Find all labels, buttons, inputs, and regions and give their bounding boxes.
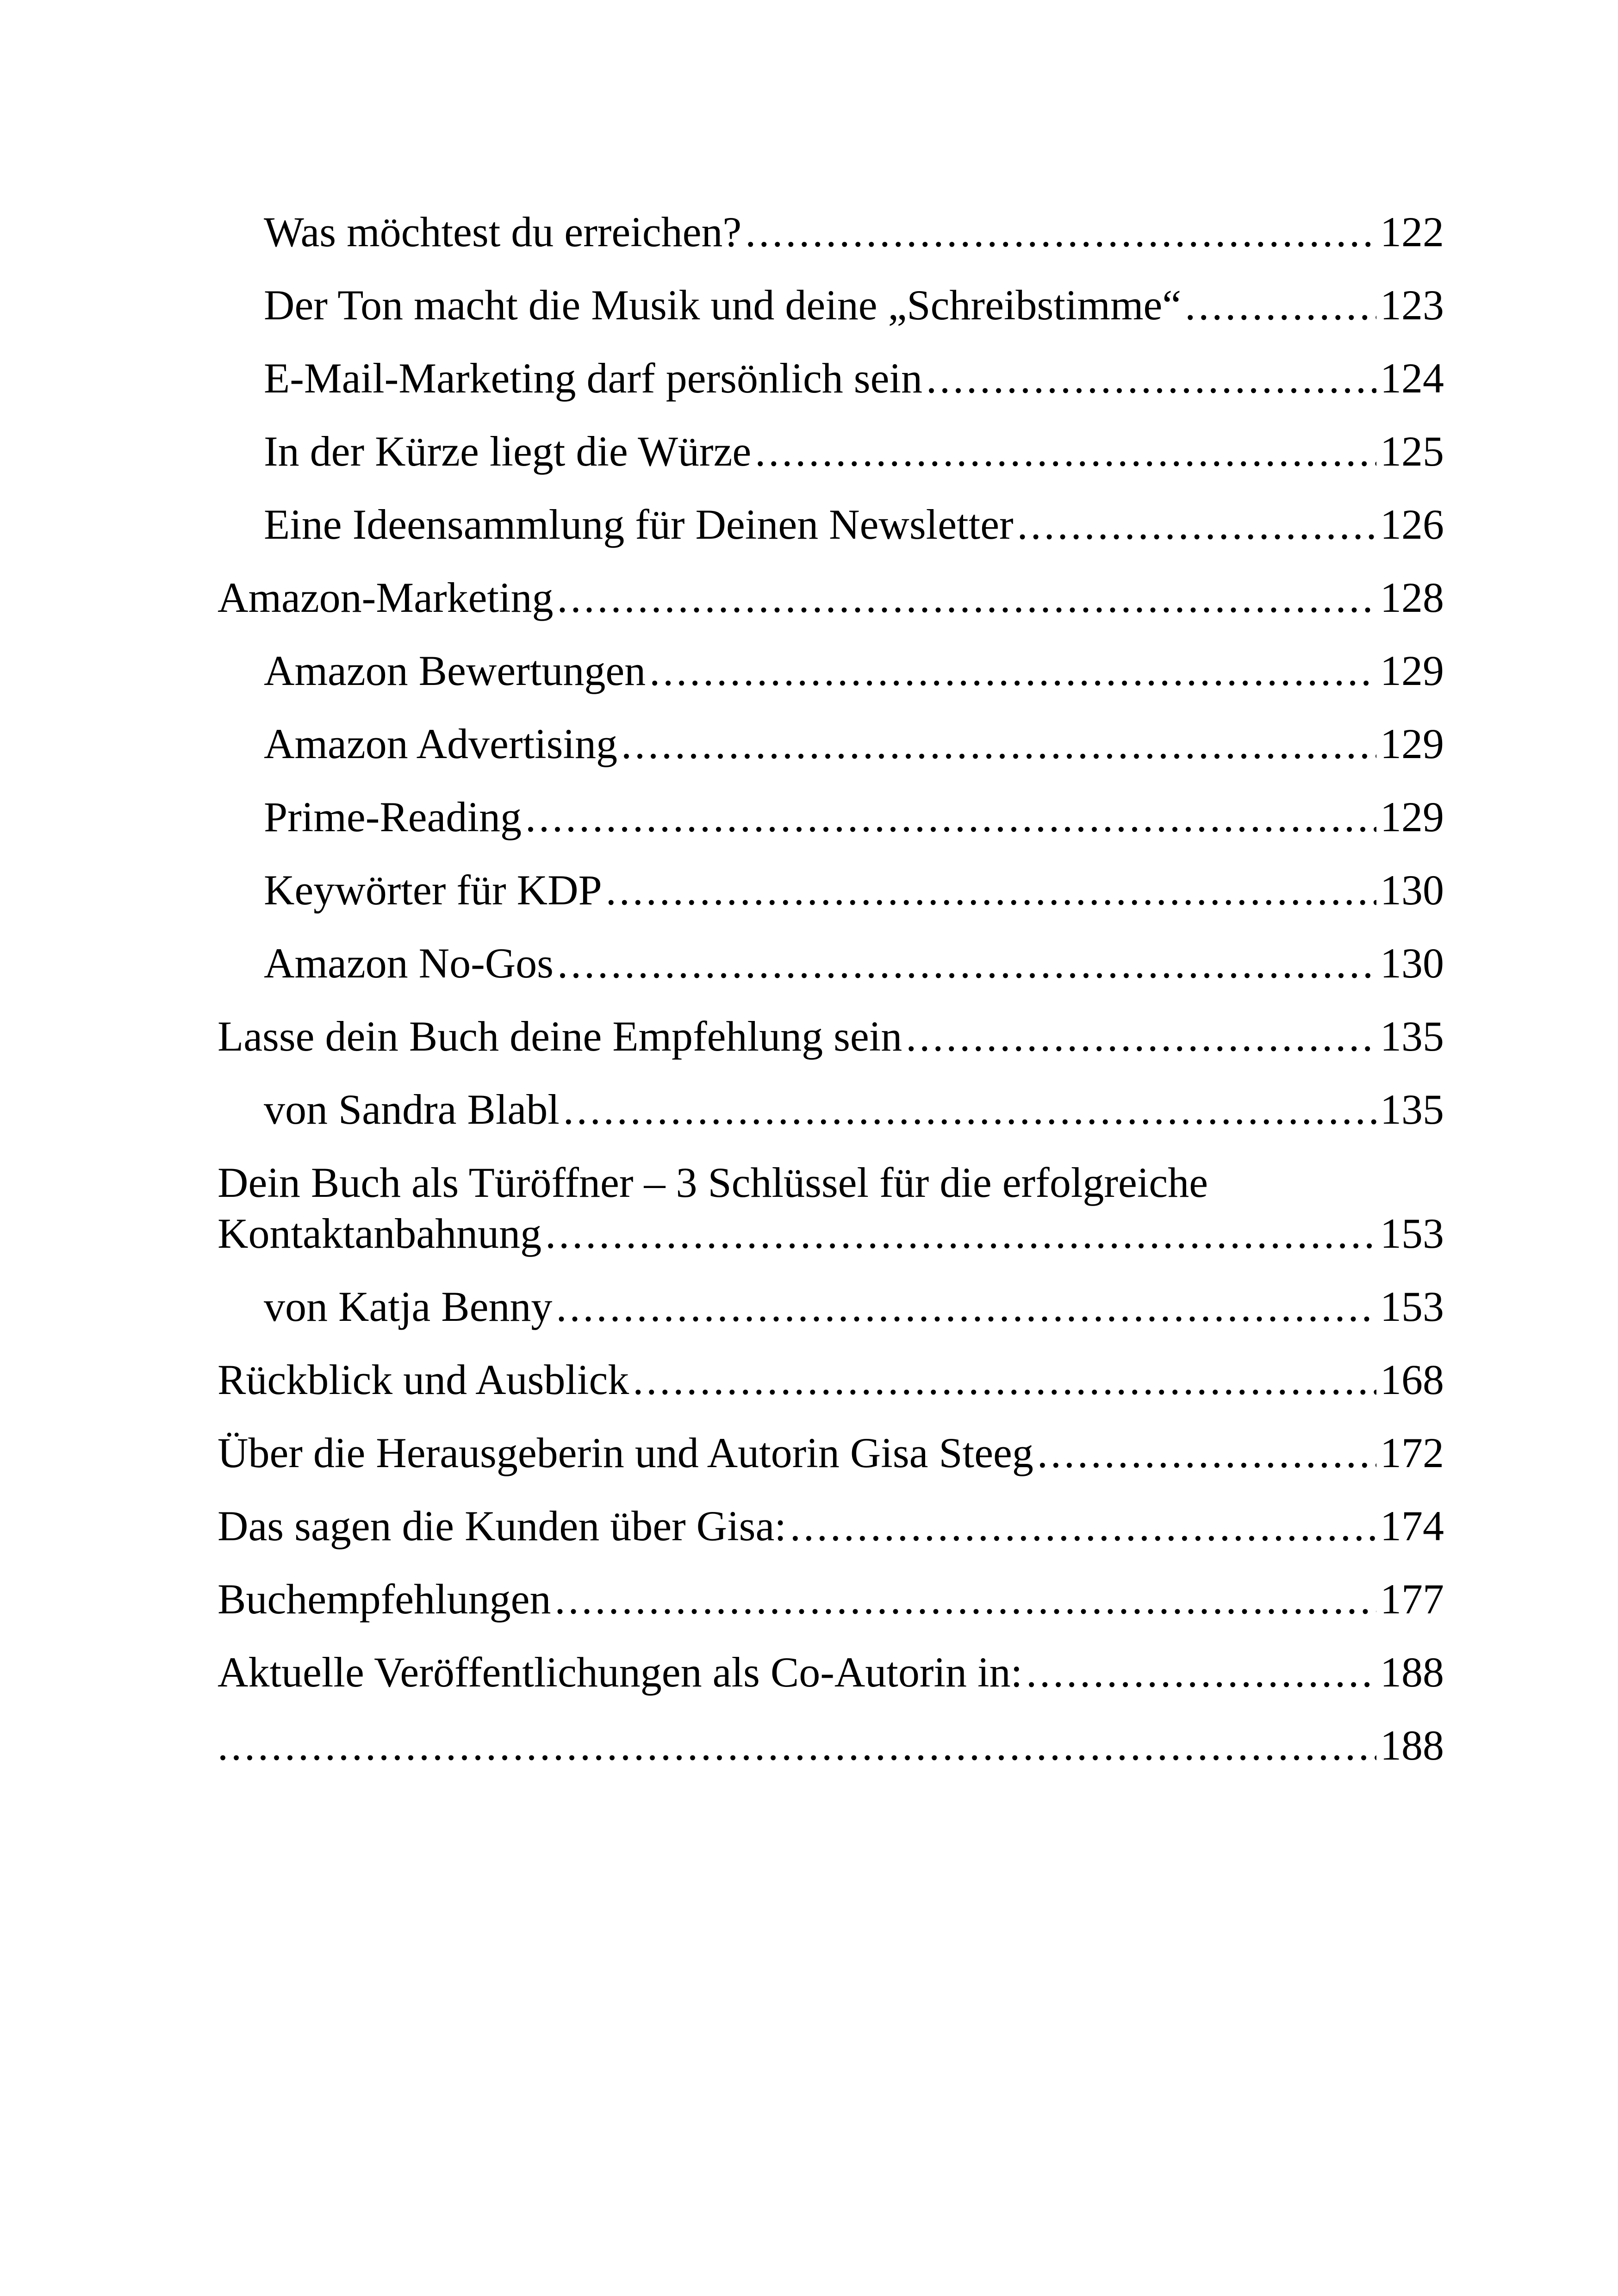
toc-entry-page: 125: [1380, 428, 1444, 475]
toc-dot-leader: [633, 1343, 1376, 1416]
toc-entry[interactable]: [218, 1157, 1444, 1259]
toc-entry-page: 123: [1380, 281, 1444, 329]
toc-dot-leader: [745, 195, 1376, 268]
toc-entry-page: 168: [1380, 1356, 1444, 1403]
toc-entry-title: Über die Herausgeberin und Autorin Gisa Steeg: [218, 1429, 1033, 1476]
toc-entry-page: 135: [1380, 1013, 1444, 1060]
toc-entry-page: 122: [1380, 208, 1444, 255]
toc-entry-title: Amazon-Marketing: [218, 574, 554, 621]
toc-entry-title-line-1: Dein Buch als Türöffner – 3 Schlüssel für die erfolgreiche: [218, 1159, 1208, 1206]
toc-entry[interactable]: [218, 1270, 1444, 1343]
toc-entry-title: Was möchtest du erreichen?: [264, 208, 742, 255]
toc-entry-page: 129: [1380, 793, 1444, 840]
toc-dot-leader: [649, 634, 1376, 707]
toc-entry-title: Amazon Advertising: [264, 720, 617, 767]
toc-entry-title: E-Mail-Marketing darf persönlich sein: [264, 355, 922, 402]
toc-entry-page: 177: [1380, 1575, 1444, 1623]
toc-entry[interactable]: [218, 342, 1444, 415]
toc-entry-page: 172: [1380, 1429, 1444, 1476]
toc-entry-title: Das sagen die Kunden über Gisa:: [218, 1502, 786, 1549]
toc-entry[interactable]: [218, 268, 1444, 342]
toc-entry-page: 129: [1380, 720, 1444, 767]
toc-entry-title: Der Ton macht die Musik und deine „Schreibstimme“: [264, 281, 1182, 329]
toc-dot-leader: [621, 707, 1376, 780]
toc-dot-leader: [218, 1709, 1376, 1782]
toc-entry-title: Amazon Bewertungen: [264, 647, 646, 694]
toc-entry-title: Rückblick und Ausblick: [218, 1356, 629, 1403]
toc-entry[interactable]: [218, 415, 1444, 488]
toc-dot-leader: [525, 780, 1376, 853]
toc-dot-leader: [545, 1208, 1376, 1259]
toc-dot-leader: [906, 1000, 1376, 1073]
toc-dot-leader: [790, 1489, 1376, 1562]
toc-entry[interactable]: [218, 707, 1444, 780]
toc-entry[interactable]: [218, 1562, 1444, 1636]
toc-entry-title: von Sandra Blabl: [264, 1086, 560, 1133]
toc-entry[interactable]: [218, 927, 1444, 1000]
toc-dot-leader: [557, 561, 1376, 634]
toc-dot-leader: [1185, 268, 1376, 342]
toc-entry-page: 153: [1380, 1210, 1444, 1257]
toc-entry-page: 126: [1380, 501, 1444, 548]
toc-entry[interactable]: [218, 1636, 1444, 1709]
toc-entry-title: von Katja Benny: [264, 1283, 553, 1330]
toc-entry-title: Eine Ideensammlung für Deinen Newsletter: [264, 501, 1014, 548]
toc-entry[interactable]: [218, 853, 1444, 927]
toc-dot-leader: [926, 342, 1376, 415]
toc-entry[interactable]: [218, 634, 1444, 707]
toc-entry-title: Keywörter für KDP: [264, 866, 602, 914]
toc-entry[interactable]: [218, 1343, 1444, 1416]
toc-dot-leader: [755, 415, 1376, 488]
toc-entry-page: 128: [1380, 574, 1444, 621]
toc-entry-page: 188: [1380, 1722, 1444, 1769]
toc-entry-page: 135: [1380, 1086, 1444, 1133]
toc-entry-page: 124: [1380, 355, 1444, 402]
toc-entry[interactable]: [218, 1416, 1444, 1489]
toc-entry-title: Aktuelle Veröffentlichungen als Co-Autorin in:: [218, 1649, 1023, 1696]
toc-entry-title: In der Kürze liegt die Würze: [264, 428, 752, 475]
toc-entry-title: Kontaktanbahnung: [218, 1210, 542, 1257]
toc-entry-title: Amazon No-Gos: [264, 940, 554, 987]
toc-dot-leader: [1017, 488, 1376, 561]
toc-dot-leader: [556, 1270, 1376, 1343]
toc-entry[interactable]: [218, 1073, 1444, 1146]
toc-dot-leader: [1026, 1636, 1376, 1709]
table-of-contents: [218, 195, 1444, 1782]
toc-dot-leader: [606, 853, 1376, 927]
toc-dot-leader: [554, 1562, 1376, 1636]
toc-dot-leader: [557, 927, 1376, 1000]
toc-entry-title: Lasse dein Buch deine Empfehlung sein: [218, 1013, 902, 1060]
toc-entry-title: Buchempfehlungen: [218, 1575, 551, 1623]
toc-entry-page: 174: [1380, 1502, 1444, 1549]
toc-entry[interactable]: [218, 1489, 1444, 1562]
toc-entry[interactable]: [218, 780, 1444, 853]
toc-entry[interactable]: [218, 1709, 1444, 1782]
toc-entry-page: 129: [1380, 647, 1444, 694]
toc-entry-title: Prime-Reading: [264, 793, 522, 840]
toc-entry[interactable]: [218, 195, 1444, 268]
toc-entry[interactable]: [218, 561, 1444, 634]
toc-entry[interactable]: [218, 1000, 1444, 1073]
toc-entry-page: 130: [1380, 940, 1444, 987]
toc-dot-leader: [1037, 1416, 1376, 1489]
toc-entry-page: 130: [1380, 866, 1444, 914]
toc-entry-page: 188: [1380, 1649, 1444, 1696]
toc-dot-leader: [563, 1073, 1376, 1146]
toc-entry[interactable]: [218, 488, 1444, 561]
toc-entry-page: 153: [1380, 1283, 1444, 1330]
